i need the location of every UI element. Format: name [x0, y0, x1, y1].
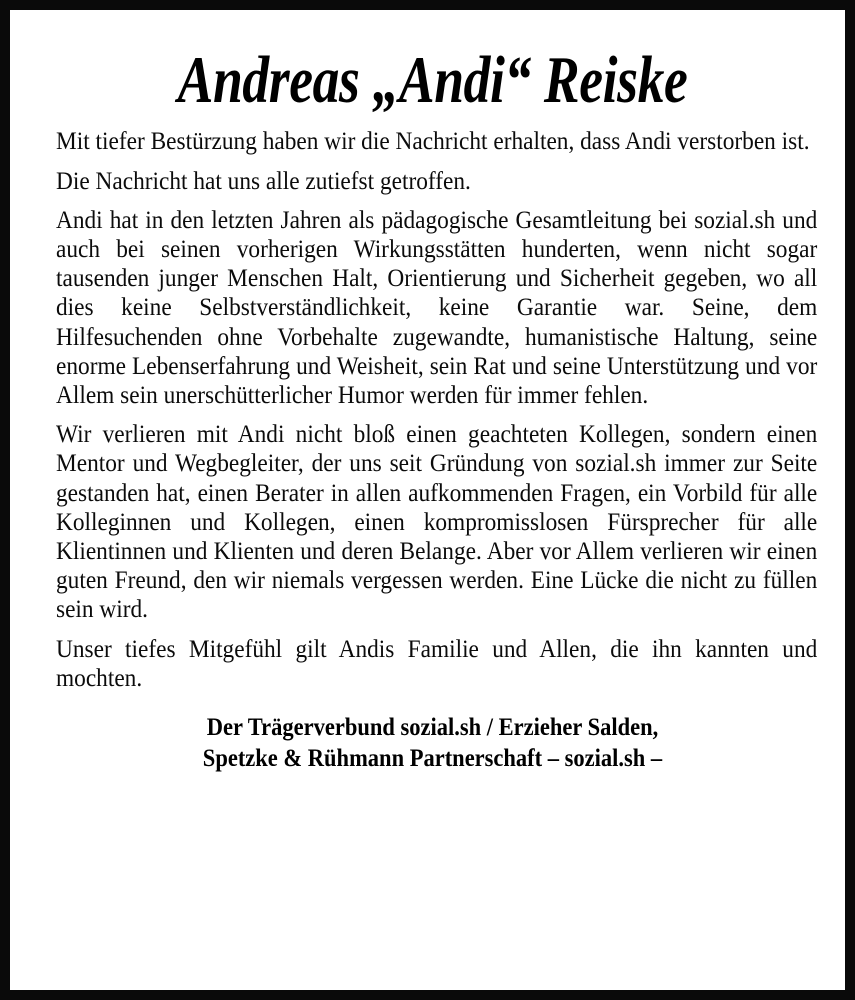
obituary-paragraph-1: Mit tiefer Bestürzung haben wir die Nachricht erhalten, dass Andi verstorben ist.	[56, 126, 810, 156]
obituary-body-text	[56, 126, 818, 692]
signature-block	[46, 712, 819, 774]
obituary-paragraph-2: Die Nachricht hat uns alle zutiefst getroffen.	[56, 165, 471, 195]
obituary-paragraph-3: Andi hat in den letzten Jahren als pädagogische Gesamtleitung bei sozial.sh und auch bei seinen vorherigen Wirkungsstätten hunderten, wenn nicht sogar tausenden junger Menschen Halt, Orientierung und Sicherheit gegeben, wo all dies keine Selbstverständlichkeit, keine Garantie war. Seine, dem Hilfesuchenden ohne Vorbehalte zugewandte, humanistische Haltung, seine enorme Lebenserfahrung und Weisheit, sein Rat und seine Unterstützung und vor Allem sein unerschütterlicher Humor werden für immer fehlen.	[56, 204, 818, 409]
deceased-name-heading: Andreas „Andi“ Reiske	[177, 43, 688, 117]
obituary-paragraph-4: Wir verlieren mit Andi nicht bloß einen geachteten Kollegen, sondern einen Mentor und Wegbegleiter, der uns seit Gründung von sozial.sh immer zur Seite gestanden hat, einen Berater in allen aufkommenden Fragen, ein Vorbild für alle Kolleginnen und Kollegen, einen kompromisslosen Fürsprecher für alle Klientinnen und Klienten und deren Belange. Aber vor Allem verlieren wir einen guten Freund, den wir niemals vergessen werden. Eine Lücke die nicht zu füllen sein wird.	[56, 419, 818, 624]
signature-line-2: Spetzke & Rühmann Partnerschaft – sozial.sh –	[202, 745, 663, 773]
signature-line-1: Der Trägerverbund sozial.sh / Erzieher Salden,	[206, 714, 659, 742]
obituary-paragraph-5: Unser tiefes Mitgefühl gilt Andis Familie und Allen, die ihn kannten und mochten.	[56, 633, 818, 692]
obituary-content	[10, 10, 845, 990]
